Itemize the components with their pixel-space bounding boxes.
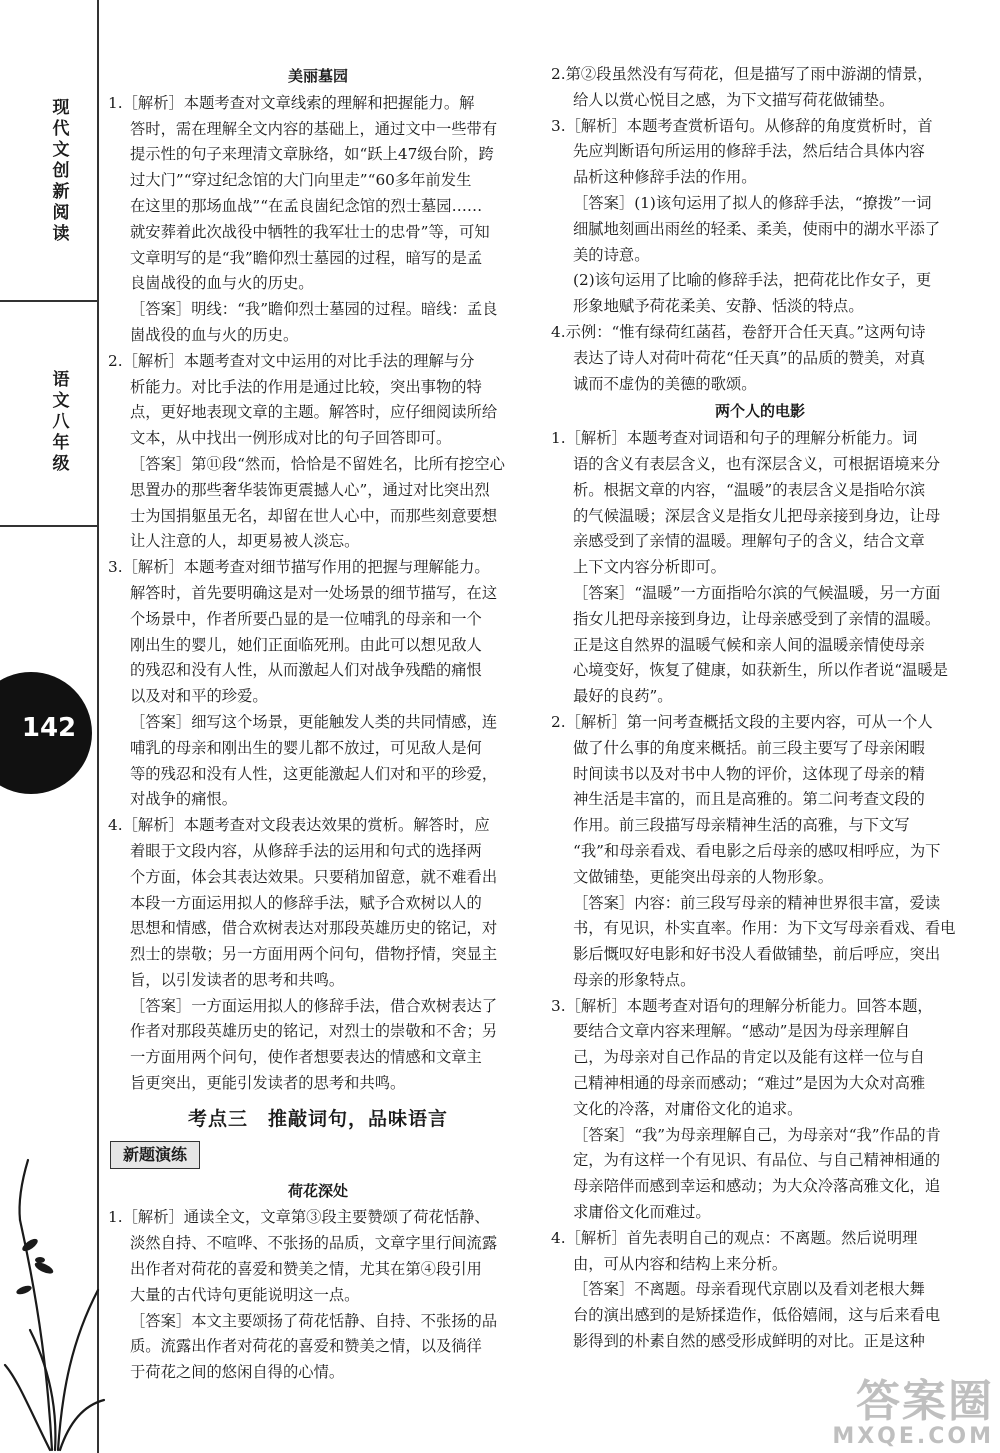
- answer-line: 做了什么事的角度来概括。前三段主要写了母亲闲暇: [573, 738, 925, 757]
- answer-line: 己精神相通的母亲而感动；“难过”是因为大众对高雅: [573, 1074, 926, 1093]
- answer-line: 思置办的那些奢华装饰更震撼人心”，通过对比突出烈: [130, 480, 490, 499]
- answer-line: 品析这种修辞手法的作用。: [573, 168, 757, 187]
- answer-item-start: 1.［解析］本题考查对文章线索的理解和把握能力。解: [108, 93, 475, 112]
- answer-line: 旨更突出，更能引发读者的思考和共鸣。: [130, 1074, 406, 1093]
- answer-line: 心境变好，恢复了健康，如获新生，所以作者说“温暖是: [573, 661, 948, 680]
- answer-line: 的残忍和没有人性，从而激起人们对战争残酷的痛恨: [130, 661, 482, 680]
- answer-line: 最好的良药”。: [573, 687, 673, 706]
- answer-line: 良崮战役的血与火的历史。: [130, 274, 314, 293]
- answer-item-start: 3.［解析］本题考查对细节描写作用的把握与理解能力。: [108, 558, 490, 577]
- answer-line: ［答案］“我”为母亲理解自己，为母亲对“我”作品的肯: [573, 1125, 941, 1144]
- watermark: [764, 1376, 994, 1449]
- answer-line: 作用。前三段描写母亲精神生活的高雅，与下文写: [573, 816, 910, 835]
- answer-line: 对战争的痛恨。: [130, 790, 238, 809]
- answer-item-start: 4.示例：“惟有绿荷红菡萏，卷舒开合任天真。”这两句诗: [551, 322, 926, 341]
- practice-badge: 新题演练: [110, 1141, 200, 1169]
- answer-line: 要结合文章内容来理解。“感动”是因为母亲理解自: [573, 1022, 910, 1041]
- answer-line: 就安葬着此次战役中牺牲的我军壮士的忠骨”等，可知: [130, 222, 490, 241]
- answer-line: 诚而不虚伪的美德的歌颂。: [573, 374, 757, 393]
- answer-line: 亲感受到了亲情的温暖。理解句子的含义，结合文章: [573, 532, 925, 551]
- subject-grade: 语文 八年级: [52, 370, 70, 474]
- answer-line: 提示性的句子来理清文章脉络，如“跃上47级台阶，跨: [130, 145, 494, 164]
- answer-line: 等的残忍和没有人性，这更能激起人们对和平的珍爱，: [130, 764, 498, 783]
- answer-line: ［答案］第⑪段“然而，恰恰是不留姓名，比所有挖空心: [130, 454, 505, 473]
- answer-line: 文做铺垫，更能突出母亲的人物形象。: [573, 867, 834, 886]
- answer-line: 影后慨叹好电影和好书没人看做铺垫，前后呼应，突出: [573, 945, 941, 964]
- answer-item-start: 2.［解析］本题考查对文中运用的对比手法的理解与分: [108, 351, 475, 370]
- answer-line: 烈士的崇敬；另一方面用两个问句，借物抒情，突显主: [130, 945, 498, 964]
- answer-item-start: 2.［解析］第一问考查概括文段的主要内容，可从一个人: [551, 712, 933, 731]
- answer-line: 美的诗意。: [573, 245, 650, 264]
- left-answers-part1: [108, 91, 528, 1097]
- answer-line: ［答案］本文主要颂扬了荷花恬静、自持、不张扬的品: [130, 1311, 498, 1330]
- right-answers-part1: [551, 62, 969, 397]
- answer-item-start: 3.［解析］本题考查赏析语句。从修辞的角度赏析时，首: [551, 116, 933, 135]
- answer-line: 的气候温暖；深层含义是指女儿把母亲接到身边，让母: [573, 506, 941, 525]
- answer-line: 书，有见识，朴实直率。作用：为下文写母亲看戏、看电: [573, 919, 956, 938]
- answer-line: 神生活是丰富的，而且是高雅的。第二问考查文段的: [573, 790, 925, 809]
- left-column: [108, 62, 528, 1386]
- answer-line: “我”和母亲看戏、看电影之后母亲的感叹相呼应，为下: [573, 841, 941, 860]
- answer-item-start: 4.［解析］首先表明自己的观点：不离题。然后说明理: [551, 1228, 918, 1247]
- answer-line: 在这里的那场血战”“在孟良崮纪念馆的烈士墓园……: [130, 196, 483, 215]
- article-title-meili-muyuan: 美丽墓园: [287, 67, 348, 85]
- answer-line: 时间读书以及对书中人物的评价，这体现了母亲的精: [573, 764, 925, 783]
- answer-item-start: 1.［解析］本题考查对词语和句子的理解分析能力。词: [551, 429, 918, 448]
- answer-line: 定，为有这样一个有见识、有品位、与自己精神相通的: [573, 1151, 941, 1170]
- answer-line: 质。流露出作者对荷花的喜爱和赞美之情，以及徜徉: [130, 1337, 482, 1356]
- page-number: 142: [21, 713, 77, 743]
- answer-line: 先应判断语句所运用的修辞手法，然后结合具体内容: [573, 142, 925, 161]
- answer-line: 旨，以引发读者的思考和共鸣。: [130, 970, 345, 989]
- answer-line: 作者对那段英雄历史的铭记，对烈士的崇敬和不舍；另: [130, 1022, 498, 1041]
- answer-line: 台的演出感到的是矫揉造作，低俗嬉闹，这与后来看电: [573, 1306, 941, 1325]
- answer-line: 着眼于文段内容，从修辞手法的运用和句式的选择两: [130, 841, 482, 860]
- answer-line: 个场景中，作者所要凸显的是一位哺乳的母亲和一个: [130, 609, 482, 628]
- answer-line: 由，可从内容和结构上来分析。: [573, 1254, 788, 1273]
- watermark-logo-text: 答案圈: [856, 1376, 994, 1427]
- answer-line: 个方面，体会其表达效果。只要稍加留意，就不难看出: [130, 867, 498, 886]
- answer-line: 文章明写的是“我”瞻仰烈士墓园的过程，暗写的是孟: [130, 248, 483, 267]
- answer-line: ［答案］细写这个场景，更能触发人类的共同情感，连: [130, 712, 498, 731]
- answer-line: 求庸俗文化而难过。: [573, 1203, 711, 1222]
- orchid-decoration-icon: [0, 1150, 110, 1453]
- answer-line: 细腻地刻画出雨丝的轻柔、柔美，使雨中的湖水平添了: [573, 219, 941, 238]
- answer-line: 刚出生的婴儿，她们正面临死刑。由此可以想见敌人: [130, 635, 482, 654]
- margin-divider-bottom: [0, 525, 97, 527]
- book-title: 现代文创新阅读: [52, 98, 70, 244]
- margin-divider-top: [0, 300, 97, 302]
- answer-item-start: 4.［解析］本题考查对文段表达效果的赏析。解答时，应: [108, 816, 490, 835]
- answer-line: 指女儿把母亲接到身边，让母亲感受到了亲情的温暖。: [573, 609, 941, 628]
- answer-line: 士为国捐躯虽无名，却留在世人心中，而那些刻意要想: [130, 506, 498, 525]
- answer-line: 以及对和平的珍爱。: [130, 687, 268, 706]
- answer-line: 点，更好地表现文章的主题。解答时，应仔细阅读所给: [130, 403, 498, 422]
- answer-line: ［答案］明线：“我”瞻仰烈士墓园的过程。暗线：孟良: [130, 300, 498, 319]
- answer-line: 本段一方面运用拟人的修辞手法，赋予合欢树以人的: [130, 893, 482, 912]
- answer-line: 语的含义有表层含义，也有深层含义，可根据语境来分: [573, 454, 941, 473]
- answer-item-start: 1.［解析］通读全文，文章第③段主要赞颂了荷花恬静、: [108, 1208, 490, 1227]
- answer-line: ［答案］(1)该句运用了拟人的修辞手法，“撩拨”一词: [573, 193, 932, 212]
- answer-item-start: 2.第②段虽然没有写荷花，但是描写了雨中游湖的情景，: [551, 65, 933, 83]
- answer-line: 哺乳的母亲和刚出生的婴儿都不放过，可见敌人是何: [130, 738, 482, 757]
- answer-line: ［答案］“温暖”一方面指哈尔滨的气候温暖，另一方面: [573, 583, 941, 602]
- right-column: [551, 62, 969, 1355]
- left-answers-part2: [108, 1205, 528, 1386]
- answer-line: 析能力。对比手法的作用是通过比较，突出事物的特: [130, 377, 482, 396]
- answer-line: 一方面用两个问句，使作者想要表达的情感和文章主: [130, 1048, 482, 1067]
- answer-line: (2)该句运用了比喻的修辞手法，把荷花比作女子，更: [573, 271, 932, 290]
- right-answers-part2: [551, 426, 969, 1355]
- answer-line: 文本，从中找出一例形成对比的句子回答即可。: [130, 429, 452, 448]
- answer-line: 崮战役的血与火的历史。: [130, 325, 299, 344]
- answer-line: 思想和情感，借合欢树表达对那段英雄历史的铭记，对: [130, 919, 498, 938]
- article-title-liangge-ren: 两个人的电影: [714, 402, 805, 421]
- answer-line: 大量的古代诗句更能说明这一点。: [130, 1285, 360, 1304]
- answer-line: 正是这自然界的温暖气候和亲人间的温暖亲情使母亲: [573, 635, 925, 654]
- answer-line: 形象地赋予荷花柔美、安静、恬淡的特点。: [573, 297, 864, 316]
- answer-line: 己，为母亲对自己作品的肯定以及能有这样一位与自: [573, 1048, 925, 1067]
- answer-line: ［答案］不离题。母亲看现代京剧以及看刘老根大舞: [573, 1280, 925, 1299]
- answer-line: 文化的冷落，对庸俗文化的追求。: [573, 1099, 803, 1118]
- answer-line: 母亲陪伴而感到幸运和感动；为大众冷落高雅文化，追: [573, 1177, 941, 1196]
- answer-line: 让人注意的人，却更易被人淡忘。: [130, 532, 360, 551]
- answer-line: 淡然自持、不喧哗、不张扬的品质，文章字里行间流露: [130, 1234, 498, 1253]
- answer-line: 上下文内容分析即可。: [573, 558, 726, 577]
- answer-line: 母亲的形象特点。: [573, 970, 696, 989]
- answer-item-start: 3.［解析］本题考查对语句的理解分析能力。回答本题，: [551, 996, 933, 1015]
- answer-line: 析。根据文章的内容，“温暖”的表层含义是指哈尔滨: [573, 480, 926, 499]
- answer-line: 解答时，首先要明确这是对一处场景的细节描写，在这: [130, 583, 498, 602]
- section-heading: 考点三 推敲词句，品味语言: [187, 1107, 448, 1130]
- answer-line: 给人以赏心悦目之感，为下文描写荷花做铺垫。: [573, 90, 895, 109]
- answer-line: 过大门”“穿过纪念馆的大门向里走”“60多年前发生: [130, 171, 472, 190]
- answer-line: 影得到的朴素自然的感受形成鲜明的对比。正是这种: [573, 1332, 925, 1351]
- article-title-hehua-shenchu: 荷花深处: [287, 1181, 348, 1200]
- answer-line: ［答案］一方面运用拟人的修辞手法，借合欢树表达了: [130, 996, 498, 1015]
- answer-line: 出作者对荷花的喜爱和赞美之情，尤其在第④段引用: [130, 1260, 482, 1279]
- answer-line: 于荷花之间的悠闲自得的心情。: [130, 1363, 345, 1382]
- answer-line: ［答案］内容：前三段写母亲的精神世界很丰富，爱读: [573, 893, 941, 912]
- answer-line: 表达了诗人对荷叶荷花“任天真”的品质的赞美，对真: [573, 348, 926, 367]
- watermark-url: MXQE.COM: [832, 1424, 994, 1449]
- answer-line: 答时，需在理解全文内容的基础上，通过文中一些带有: [130, 119, 498, 138]
